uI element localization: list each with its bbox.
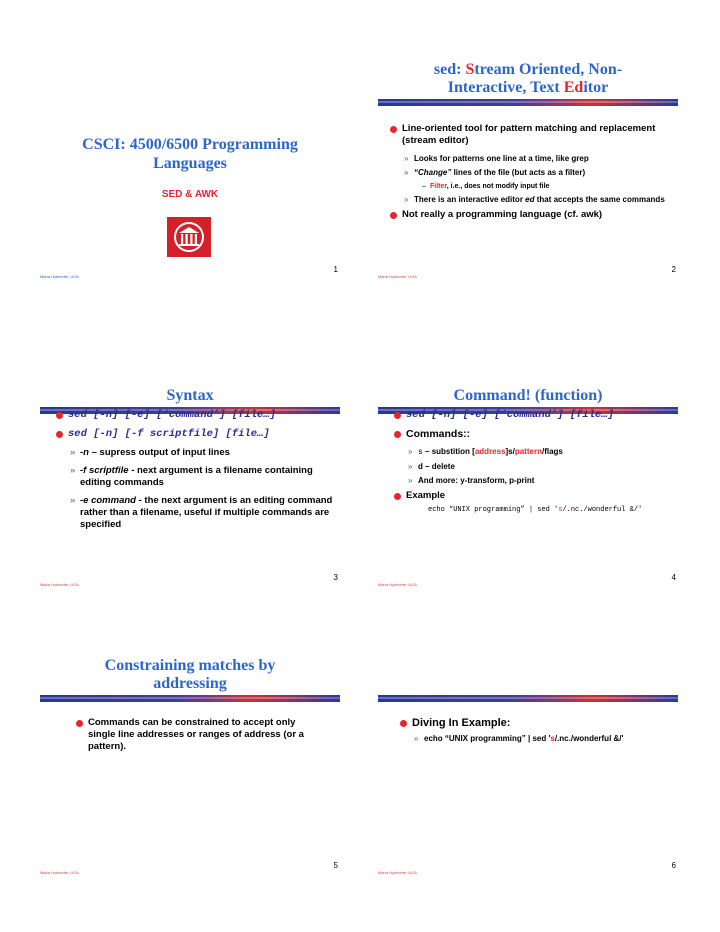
list-item: » -f scriptfile - next argument is a filename containing editing commands xyxy=(54,465,340,489)
title-rule xyxy=(378,99,678,106)
slide-footer: Maria Hybinette, UGA xyxy=(40,870,79,875)
list-item: Commands:: xyxy=(392,428,678,440)
slide-2-title: sed: Stream Oriented, Non- Interactive, Text Editor xyxy=(433,61,623,96)
slide-footer: Maria Hybinette, UGA xyxy=(378,274,417,279)
list-item: » echo “UNIX programming” | sed 's/.nc./wonderful &/' xyxy=(398,734,678,744)
slide-1 xyxy=(40,55,340,285)
page-number: 6 xyxy=(671,861,676,870)
slide-footer: Maria Hybinette, UGA xyxy=(378,870,417,875)
slide-footer: Maria Hybinette, UGA xyxy=(40,274,79,279)
title-rule xyxy=(378,695,678,702)
list-item: sed [-n] [-e] [‘command’] [file…] xyxy=(54,409,340,421)
list-item: » -e command - the next argument is an editing command rather than a filename, useful if multiple commands are specified xyxy=(54,495,340,531)
slide-6 xyxy=(378,651,678,881)
slide-3 xyxy=(40,363,340,593)
slide-5 xyxy=(40,651,340,881)
list-item: Example xyxy=(392,490,678,502)
page-number: 2 xyxy=(671,265,676,274)
list-item: – Filter, i.e., does not modify input file xyxy=(388,182,678,191)
list-item: » And more: y-transform, p-print xyxy=(392,476,678,486)
title-rule xyxy=(40,695,340,702)
page-number: 3 xyxy=(333,573,338,582)
page-number: 4 xyxy=(671,573,676,582)
slide-4-title: Command! (function) xyxy=(453,387,603,404)
list-item: Not really a programming language (cf. awk) xyxy=(388,209,678,221)
slide-2-body xyxy=(388,123,678,228)
slide-footer: Maria Hybinette, UGA xyxy=(378,582,417,587)
page-number: 5 xyxy=(333,861,338,870)
list-item: » s – substition [address]s/pattern/flags xyxy=(392,447,678,458)
slide-5-body xyxy=(74,717,310,760)
slide-6-body xyxy=(398,717,678,748)
slide-4-body xyxy=(392,409,678,516)
slide-footer: Maria Hybinette, UGA xyxy=(40,582,79,587)
list-item: » Looks for patterns one line at a time, like grep xyxy=(388,154,678,164)
slide-1-title: CSCI: 4500/6500 Programming Languages xyxy=(82,136,298,172)
slide-2 xyxy=(378,55,678,285)
list-item: » -n – supress output of input lines xyxy=(54,447,340,459)
list-item: Diving In Example: xyxy=(398,717,678,730)
page-number: 1 xyxy=(333,265,338,274)
slide-5-title: Constraining matches by addressing xyxy=(104,657,276,692)
list-item: » “Change” lines of the file (but acts as a filter) xyxy=(388,168,678,178)
list-item: Line-oriented tool for pattern matching and replacement (stream editor) xyxy=(388,123,678,147)
uga-logo-icon xyxy=(167,217,211,257)
list-item: sed [-n] [-e] [‘command’] [file…] xyxy=(392,409,678,421)
slide-4 xyxy=(378,363,678,593)
list-item: » There is an interactive editor ed that accepts the same commands xyxy=(388,195,678,205)
list-item: sed [-n] [-f scriptfile] [file…] xyxy=(54,428,340,440)
list-item: » d – delete xyxy=(392,462,678,472)
code-example: echo “UNIX programming” | sed 's/.nc./wonderful &/' xyxy=(428,506,643,514)
list-item: Commands can be constrained to accept only single line addresses or ranges of address (or a pattern). xyxy=(74,717,310,753)
slide-1-subtitle: SED & AWK xyxy=(161,189,219,200)
slide-3-title: Syntax xyxy=(166,387,214,404)
slide-3-body xyxy=(54,409,340,535)
